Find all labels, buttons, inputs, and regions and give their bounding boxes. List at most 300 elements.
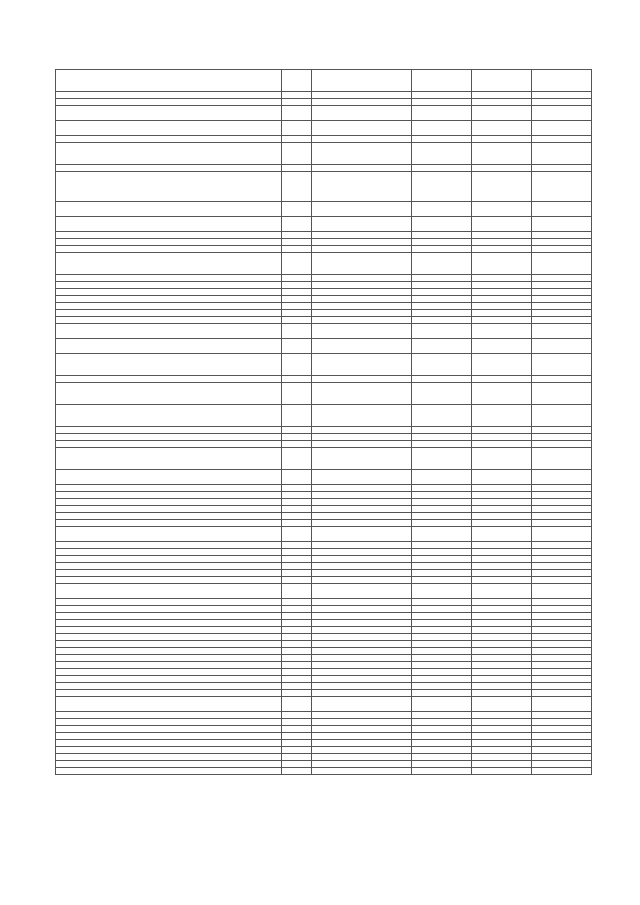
cell-classification-code (312, 253, 412, 275)
cell-executed (472, 92, 532, 99)
cell-description (56, 106, 282, 121)
cell-description (56, 627, 282, 634)
table-row (56, 690, 592, 697)
cell-executed (472, 441, 532, 448)
cell-approved (412, 662, 472, 669)
cell-approved (412, 570, 472, 577)
table-row (56, 172, 592, 202)
cell-line-code (282, 549, 312, 556)
cell-approved (412, 669, 472, 676)
cell-unexecuted (532, 648, 592, 655)
cell-approved (412, 719, 472, 726)
cell-classification-code (312, 383, 412, 405)
cell-unexecuted (532, 662, 592, 669)
table-row (56, 648, 592, 655)
cell-line-code (282, 499, 312, 506)
cell-line-code (282, 303, 312, 310)
cell-line-code (282, 121, 312, 136)
cell-classification-code (312, 202, 412, 217)
cell-line-code (282, 527, 312, 542)
cell-approved (412, 303, 472, 310)
cell-line-code (282, 296, 312, 303)
cell-approved (412, 492, 472, 499)
cell-executed (472, 513, 532, 520)
cell-executed (472, 754, 532, 761)
cell-unexecuted (532, 376, 592, 383)
table-row (56, 697, 592, 712)
cell-classification-code (312, 527, 412, 542)
cell-unexecuted (532, 690, 592, 697)
cell-approved (412, 627, 472, 634)
cell-unexecuted (532, 275, 592, 282)
cell-description (56, 697, 282, 712)
cell-line-code (282, 563, 312, 570)
table-row (56, 289, 592, 296)
cell-executed (472, 434, 532, 441)
cell-unexecuted (532, 354, 592, 376)
cell-description (56, 427, 282, 434)
table-row (56, 527, 592, 542)
cell-classification-code (312, 648, 412, 655)
cell-unexecuted (532, 606, 592, 613)
cell-description (56, 485, 282, 492)
table-row (56, 92, 592, 99)
table-row (56, 376, 592, 383)
cell-unexecuted (532, 324, 592, 339)
cell-line-code (282, 506, 312, 513)
cell-classification-code (312, 676, 412, 683)
cell-description (56, 441, 282, 448)
cell-description (56, 405, 282, 427)
cell-approved (412, 527, 472, 542)
cell-executed (472, 121, 532, 136)
cell-classification-code (312, 310, 412, 317)
cell-line-code (282, 754, 312, 761)
cell-classification-code (312, 655, 412, 662)
table-row (56, 599, 592, 606)
cell-approved (412, 563, 472, 570)
cell-unexecuted (532, 165, 592, 172)
cell-classification-code (312, 405, 412, 427)
cell-unexecuted (532, 434, 592, 441)
cell-classification-code (312, 754, 412, 761)
cell-description (56, 648, 282, 655)
table-row (56, 641, 592, 648)
cell-unexecuted (532, 683, 592, 690)
cell-executed (472, 613, 532, 620)
cell-unexecuted (532, 506, 592, 513)
cell-description (56, 563, 282, 570)
cell-description (56, 310, 282, 317)
cell-approved (412, 448, 472, 470)
cell-executed (472, 577, 532, 584)
cell-executed (472, 405, 532, 427)
cell-description (56, 383, 282, 405)
cell-classification-code (312, 143, 412, 165)
cell-classification-code (312, 434, 412, 441)
cell-line-code (282, 627, 312, 634)
cell-unexecuted (532, 310, 592, 317)
cell-approved (412, 296, 472, 303)
cell-executed (472, 499, 532, 506)
cell-classification-code (312, 427, 412, 434)
cell-classification-code (312, 669, 412, 676)
cell-classification-code (312, 289, 412, 296)
cell-approved (412, 232, 472, 239)
cell-line-code (282, 556, 312, 563)
cell-approved (412, 470, 472, 485)
cell-executed (472, 448, 532, 470)
cell-line-code (282, 669, 312, 676)
cell-description (56, 599, 282, 606)
cell-executed (472, 556, 532, 563)
cell-line-code (282, 648, 312, 655)
table-row (56, 106, 592, 121)
cell-description (56, 172, 282, 202)
cell-executed (472, 683, 532, 690)
cell-approved (412, 99, 472, 106)
cell-executed (472, 239, 532, 246)
cell-classification-code (312, 584, 412, 599)
cell-line-code (282, 217, 312, 232)
cell-executed (472, 427, 532, 434)
table-row (56, 577, 592, 584)
cell-classification-code (312, 275, 412, 282)
table-row (56, 70, 592, 92)
cell-classification-code (312, 165, 412, 172)
cell-description (56, 99, 282, 106)
cell-unexecuted (532, 136, 592, 143)
cell-executed (472, 599, 532, 606)
cell-description (56, 282, 282, 289)
cell-line-code (282, 662, 312, 669)
cell-unexecuted (532, 719, 592, 726)
cell-classification-code (312, 683, 412, 690)
table-row (56, 499, 592, 506)
cell-line-code (282, 606, 312, 613)
table-row (56, 549, 592, 556)
cell-executed (472, 768, 532, 775)
cell-approved (412, 761, 472, 768)
table-row (56, 506, 592, 513)
cell-executed (472, 354, 532, 376)
table-row (56, 217, 592, 232)
cell-line-code (282, 542, 312, 549)
table-row (56, 202, 592, 217)
cell-description (56, 70, 282, 92)
cell-classification-code (312, 282, 412, 289)
table-row (56, 683, 592, 690)
cell-approved (412, 383, 472, 405)
cell-description (56, 296, 282, 303)
cell-line-code (282, 70, 312, 92)
cell-description (56, 339, 282, 354)
cell-description (56, 740, 282, 747)
cell-approved (412, 282, 472, 289)
cell-unexecuted (532, 121, 592, 136)
cell-line-code (282, 99, 312, 106)
cell-approved (412, 121, 472, 136)
table-row (56, 627, 592, 634)
cell-unexecuted (532, 246, 592, 253)
cell-executed (472, 317, 532, 324)
cell-description (56, 354, 282, 376)
cell-approved (412, 405, 472, 427)
cell-line-code (282, 143, 312, 165)
cell-unexecuted (532, 556, 592, 563)
cell-unexecuted (532, 296, 592, 303)
cell-approved (412, 613, 472, 620)
cell-unexecuted (532, 761, 592, 768)
cell-classification-code (312, 563, 412, 570)
cell-approved (412, 606, 472, 613)
cell-unexecuted (532, 303, 592, 310)
cell-line-code (282, 339, 312, 354)
table-row (56, 492, 592, 499)
cell-executed (472, 99, 532, 106)
cell-line-code (282, 485, 312, 492)
cell-classification-code (312, 627, 412, 634)
cell-approved (412, 441, 472, 448)
cell-classification-code (312, 712, 412, 719)
cell-line-code (282, 740, 312, 747)
cell-executed (472, 726, 532, 733)
cell-description (56, 676, 282, 683)
cell-approved (412, 92, 472, 99)
cell-line-code (282, 761, 312, 768)
cell-line-code (282, 289, 312, 296)
cell-approved (412, 143, 472, 165)
cell-classification-code (312, 136, 412, 143)
cell-description (56, 641, 282, 648)
cell-classification-code (312, 697, 412, 712)
cell-classification-code (312, 520, 412, 527)
cell-classification-code (312, 740, 412, 747)
cell-line-code (282, 232, 312, 239)
table-row (56, 339, 592, 354)
cell-description (56, 136, 282, 143)
cell-unexecuted (532, 485, 592, 492)
cell-executed (472, 303, 532, 310)
cell-executed (472, 584, 532, 599)
cell-classification-code (312, 317, 412, 324)
cell-unexecuted (532, 584, 592, 599)
cell-executed (472, 627, 532, 634)
cell-line-code (282, 448, 312, 470)
cell-executed (472, 669, 532, 676)
cell-description (56, 542, 282, 549)
table-row (56, 448, 592, 470)
cell-executed (472, 506, 532, 513)
cell-classification-code (312, 354, 412, 376)
table-row (56, 485, 592, 492)
cell-executed (472, 470, 532, 485)
table-row (56, 563, 592, 570)
table-row (56, 441, 592, 448)
cell-executed (472, 310, 532, 317)
cell-classification-code (312, 470, 412, 485)
cell-approved (412, 768, 472, 775)
cell-executed (472, 296, 532, 303)
table-row (56, 317, 592, 324)
cell-classification-code (312, 246, 412, 253)
table-row (56, 556, 592, 563)
cell-description (56, 499, 282, 506)
cell-classification-code (312, 599, 412, 606)
cell-unexecuted (532, 339, 592, 354)
cell-approved (412, 747, 472, 754)
cell-executed (472, 712, 532, 719)
table-row (56, 246, 592, 253)
cell-unexecuted (532, 563, 592, 570)
cell-description (56, 434, 282, 441)
cell-approved (412, 634, 472, 641)
cell-approved (412, 690, 472, 697)
cell-description (56, 733, 282, 740)
cell-unexecuted (532, 289, 592, 296)
cell-classification-code (312, 296, 412, 303)
cell-executed (472, 492, 532, 499)
cell-executed (472, 282, 532, 289)
cell-unexecuted (532, 217, 592, 232)
cell-executed (472, 217, 532, 232)
table-row (56, 253, 592, 275)
table-row (56, 719, 592, 726)
cell-line-code (282, 172, 312, 202)
table-row (56, 606, 592, 613)
cell-classification-code (312, 303, 412, 310)
cell-unexecuted (532, 232, 592, 239)
cell-executed (472, 563, 532, 570)
cell-classification-code (312, 747, 412, 754)
cell-line-code (282, 697, 312, 712)
cell-classification-code (312, 99, 412, 106)
cell-executed (472, 733, 532, 740)
cell-unexecuted (532, 697, 592, 712)
cell-line-code (282, 405, 312, 427)
table-body (56, 70, 592, 775)
cell-executed (472, 136, 532, 143)
cell-line-code (282, 427, 312, 434)
cell-line-code (282, 492, 312, 499)
cell-executed (472, 655, 532, 662)
cell-line-code (282, 584, 312, 599)
cell-unexecuted (532, 143, 592, 165)
cell-unexecuted (532, 405, 592, 427)
cell-executed (472, 662, 532, 669)
cell-description (56, 556, 282, 563)
cell-line-code (282, 620, 312, 627)
cell-classification-code (312, 513, 412, 520)
table-row (56, 570, 592, 577)
cell-description (56, 613, 282, 620)
cell-classification-code (312, 634, 412, 641)
cell-unexecuted (532, 70, 592, 92)
cell-description (56, 520, 282, 527)
cell-description (56, 121, 282, 136)
cell-classification-code (312, 542, 412, 549)
cell-line-code (282, 577, 312, 584)
cell-approved (412, 542, 472, 549)
cell-executed (472, 275, 532, 282)
cell-line-code (282, 441, 312, 448)
cell-unexecuted (532, 513, 592, 520)
cell-classification-code (312, 556, 412, 563)
table-row (56, 733, 592, 740)
cell-executed (472, 620, 532, 627)
cell-line-code (282, 613, 312, 620)
cell-executed (472, 549, 532, 556)
cell-classification-code (312, 448, 412, 470)
cell-description (56, 217, 282, 232)
cell-executed (472, 383, 532, 405)
cell-approved (412, 506, 472, 513)
cell-approved (412, 712, 472, 719)
cell-line-code (282, 282, 312, 289)
cell-unexecuted (532, 470, 592, 485)
cell-approved (412, 339, 472, 354)
cell-executed (472, 697, 532, 712)
cell-line-code (282, 520, 312, 527)
cell-executed (472, 690, 532, 697)
cell-line-code (282, 354, 312, 376)
cell-classification-code (312, 690, 412, 697)
cell-unexecuted (532, 92, 592, 99)
cell-line-code (282, 136, 312, 143)
cell-approved (412, 599, 472, 606)
table-row (56, 434, 592, 441)
cell-description (56, 634, 282, 641)
cell-description (56, 768, 282, 775)
cell-unexecuted (532, 99, 592, 106)
table-row (56, 165, 592, 172)
cell-unexecuted (532, 712, 592, 719)
cell-description (56, 246, 282, 253)
cell-classification-code (312, 761, 412, 768)
table-row (56, 232, 592, 239)
table-row (56, 768, 592, 775)
cell-unexecuted (532, 733, 592, 740)
cell-executed (472, 232, 532, 239)
cell-unexecuted (532, 676, 592, 683)
cell-classification-code (312, 613, 412, 620)
cell-approved (412, 310, 472, 317)
cell-unexecuted (532, 239, 592, 246)
cell-description (56, 620, 282, 627)
cell-unexecuted (532, 599, 592, 606)
cell-description (56, 165, 282, 172)
cell-classification-code (312, 506, 412, 513)
cell-approved (412, 253, 472, 275)
cell-approved (412, 239, 472, 246)
cell-executed (472, 606, 532, 613)
cell-classification-code (312, 768, 412, 775)
cell-approved (412, 499, 472, 506)
cell-description (56, 747, 282, 754)
cell-unexecuted (532, 106, 592, 121)
cell-executed (472, 70, 532, 92)
cell-classification-code (312, 719, 412, 726)
cell-approved (412, 733, 472, 740)
cell-line-code (282, 202, 312, 217)
cell-executed (472, 324, 532, 339)
cell-unexecuted (532, 549, 592, 556)
cell-approved (412, 556, 472, 563)
table-row (56, 275, 592, 282)
cell-line-code (282, 383, 312, 405)
cell-description (56, 683, 282, 690)
cell-line-code (282, 239, 312, 246)
